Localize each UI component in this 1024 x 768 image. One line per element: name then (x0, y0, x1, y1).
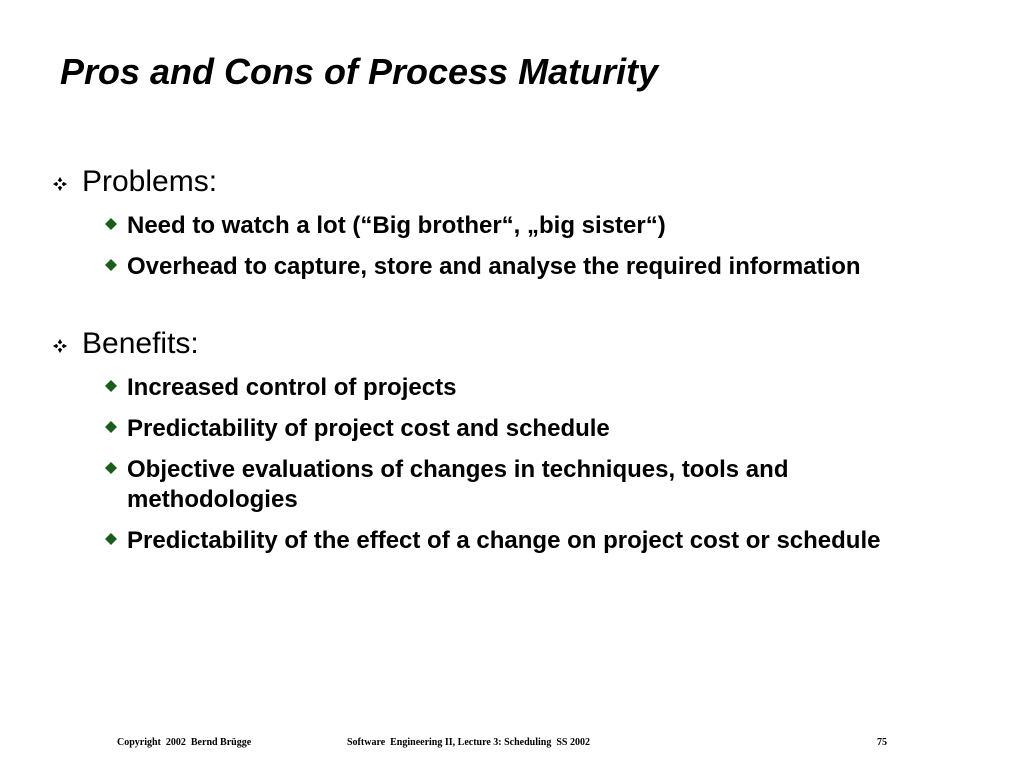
problems-section (52, 164, 952, 282)
slide-title: Pros and Cons of Process Maturity (60, 51, 659, 92)
diamond-bullet-icon (105, 533, 117, 545)
list-item-text: Increased control of projects (127, 374, 457, 401)
benefits-heading-label: Benefits: (82, 327, 199, 360)
list-item-text: Objective evaluations of changes in techniques, tools and methodologies (127, 456, 789, 513)
list-item-text: Overhead to capture, store and analyse the required information (127, 253, 861, 280)
diamond-bullet-icon (105, 218, 117, 230)
list-item (52, 414, 927, 444)
list-item (52, 526, 927, 556)
footer-page-number: 75 (877, 737, 887, 748)
problems-heading (52, 164, 952, 200)
benefits-section (52, 326, 952, 556)
benefits-list (52, 373, 952, 556)
list-item (52, 455, 927, 515)
diamond-bullet-icon (105, 421, 117, 433)
problems-list (52, 211, 952, 282)
footer-copyright: Copyright 2002 Bernd Brügge (117, 737, 252, 748)
benefits-heading (52, 326, 952, 362)
list-item (52, 252, 927, 282)
four-diamond-bullet-icon (52, 339, 68, 353)
list-item-text: Predictability of the effect of a change on project cost or schedule (127, 527, 881, 554)
list-item-text: Predictability of project cost and schedule (127, 415, 610, 442)
problems-heading-label: Problems: (82, 165, 218, 198)
diamond-bullet-icon (105, 462, 117, 474)
diamond-bullet-icon (105, 380, 117, 392)
footer-course-title: Software Engineering II, Lecture 3: Scheduling SS 2002 (347, 737, 590, 748)
list-item (52, 211, 927, 241)
list-item-text: Need to watch a lot (“Big brother“, „big sister“) (127, 212, 666, 239)
four-diamond-bullet-icon (52, 177, 68, 191)
list-item (52, 373, 927, 403)
diamond-bullet-icon (105, 259, 117, 271)
